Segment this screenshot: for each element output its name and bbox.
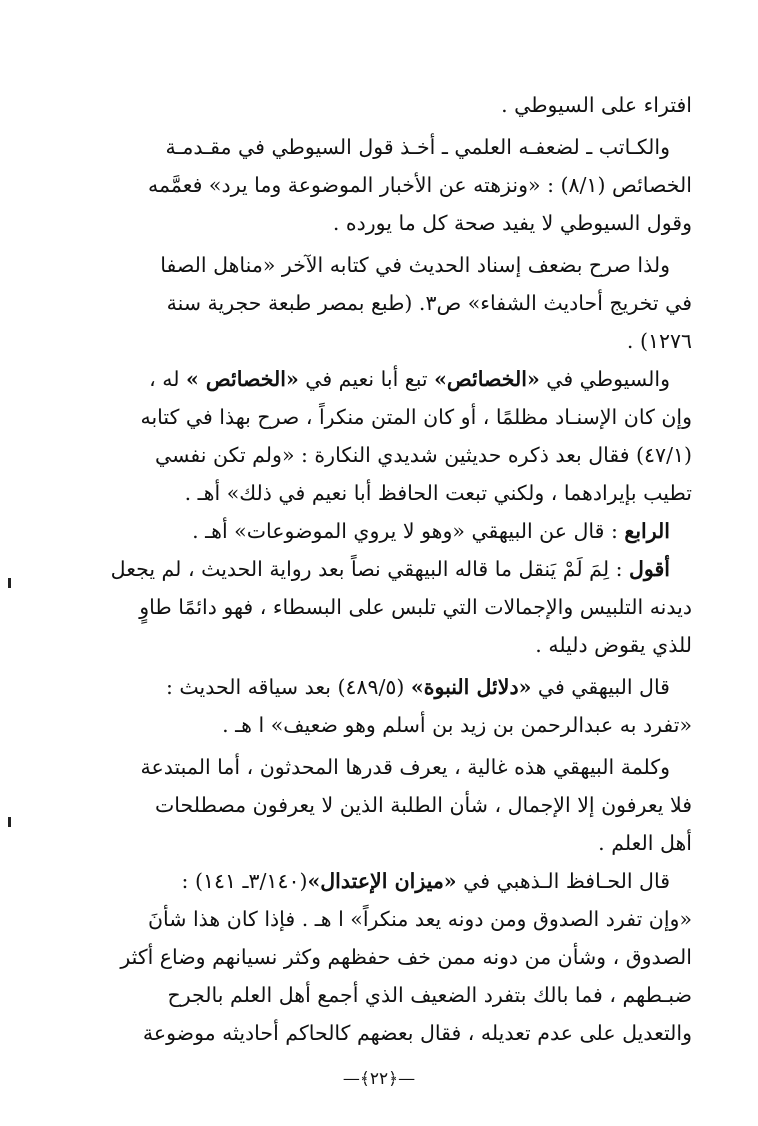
text-line: وكلمة البيهقي هذه غالية ، يعرف قدرها المحدثون ، أما المبتدعة <box>140 755 670 779</box>
text-line: تطيب بإيرادهما ، ولكني تبعت الحافظ أبا نعيم في ذلك» أهـ . <box>184 481 692 505</box>
text-line: والتعديل على عدم تعديله ، فقال بعضهم كالحاكم أحاديثه موضوعة <box>142 1021 692 1045</box>
text-line: قال البيهقي في «دلائل النبوة» (٤٨٩/٥) بعد سياقه الحديث : <box>165 675 670 699</box>
text-line: وقول السيوطي لا يفيد صحة كل ما يورده . <box>332 211 692 235</box>
text-line: أقول : لِمَ لَمْ يَنقل ما قاله البيهقي نصاً بعد رواية الحديث ، لم يجعل <box>110 557 670 581</box>
page-body <box>72 86 692 1052</box>
text-line: أهل العلم . <box>598 831 692 855</box>
text-line: والكـاتب ـ لضعفـه العلمي ـ أخـذ قول السيوطي في مقـدمـة <box>165 135 670 159</box>
text-line: للذي يقوض دليله . <box>535 633 692 657</box>
text-line: الرابع : قال عن البيهقي «وهو لا يروي الموضوعات» أهـ . <box>192 519 670 543</box>
scan-mark <box>8 578 11 588</box>
text-line: (٤٧/١) فقال بعد ذكره حديثين شديدي النكارة : «ولم تكن نفسي <box>155 443 692 467</box>
text-line: افتراء على السيوطي . <box>501 93 692 117</box>
text-line: فلا يعرفون إلا الإجمال ، شأن الطلبة الذين لا يعرفون مصطلحات <box>155 793 692 817</box>
text-line: وإن كان الإسنـاد مظلمًا ، أو كان المتن منكراً ، صرح بهذا في كتابه <box>140 405 692 429</box>
text-line: الخصائص (٨/١) : «ونزهته عن الأخبار الموضوعة وما يرد» فعمَّمه <box>148 173 692 197</box>
text-line: والسيوطي في «الخصائص» تبع أبا نعيم في «الخصائص » له ، <box>149 367 670 391</box>
text-line: الصدوق ، وشأن من دونه ممن خف حفظهم وكثر نسيانهم وضاع أكثر <box>120 945 692 969</box>
text-line: ولذا صرح بضعف إسناد الحديث في كتابه الآخر «مناهل الصفا <box>160 253 670 277</box>
scan-mark <box>8 817 11 827</box>
page-number: —﴿٢٢﴾— <box>342 1069 416 1089</box>
text-line: ١٢٧٦) . <box>626 329 692 353</box>
text-line: ديدنه التلبيس والإجمالات التي تلبس على البسطاء ، فهو دائمًا طاوٍ <box>139 595 692 619</box>
text-line: قال الحـافظ الـذهبي في «ميزان الإعتدال»(٣/١٤٠ـ ١٤١) : <box>181 869 670 893</box>
text-line: في تخريج أحاديث الشفاء» ص٣. (طبع بمصر طبعة حجرية سنة <box>166 291 692 315</box>
text-line: ضبـطهم ، فما بالك بتفرد الضعيف الذي أجمع أهل العلم بالجرح <box>167 983 692 1007</box>
text-line: «تفرد به عبدالرحمن بن زيد بن أسلم وهو ضعيف» ا هـ . <box>222 713 692 737</box>
text-line: «وإن تفرد الصدوق ومن دونه يعد منكراً» ا هـ . فإذا كان هذا شأنَ <box>147 907 692 931</box>
